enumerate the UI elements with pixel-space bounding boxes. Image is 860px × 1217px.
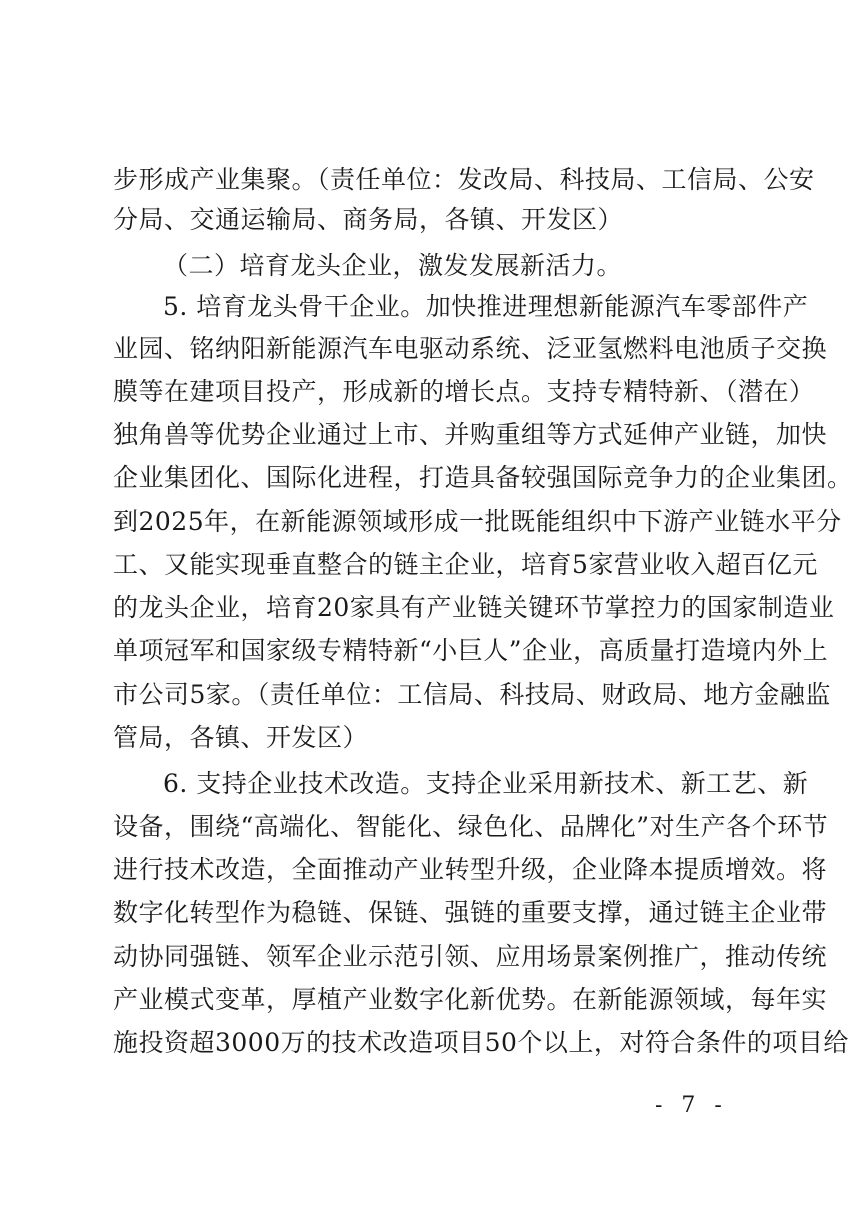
paragraph-5-heading-line: 5. 培育龙头骨干企业。加快推进理想新能源汽车零部件产	[163, 292, 809, 321]
text-line: 的龙头企业，培育20家具有产业链关键环节掌控力的国家制造业	[113, 593, 835, 622]
text-line: 管局，各镇、开发区）	[113, 723, 369, 752]
text-line: 独角兽等优势企业通过上市、并购重组等方式延伸产业链，加快	[113, 420, 828, 449]
text-line: 单项冠军和国家级专精特新“小巨人”企业，高质量打造境内外上	[113, 636, 829, 665]
text-line: 步形成产业集聚。（责任单位：发改局、科技局、工信局、公安	[113, 165, 815, 194]
text-line: 工、又能实现垂直整合的链主企业，培育5家营业收入超百亿元	[113, 550, 818, 579]
paragraph-6-heading-line: 6. 支持企业技术改造。支持企业采用新技术、新工艺、新	[163, 769, 809, 798]
text-line: 分局、交通运输局、商务局，各镇、开发区）	[113, 205, 624, 234]
text-line: 市公司5家。（责任单位：工信局、科技局、财政局、地方金融监	[113, 680, 831, 709]
text-line: 数字化转型作为稳链、保链、强链的重要支撑，通过链主企业带	[113, 898, 828, 927]
text-line: 施投资超3000万的技术改造项目50个以上，对符合条件的项目给	[113, 1028, 849, 1057]
text-line: 动协同强链、领军企业示范引领、应用场景案例推广，推动传统	[113, 942, 828, 971]
text-line: 膜等在建项目投产，形成新的增长点。支持专精特新、（潜在）	[113, 377, 815, 406]
text-line: 产业模式变革，厚植产业数字化新优势。在新能源领域，每年实	[113, 985, 828, 1014]
section-heading: （二）培育龙头企业，激发发展新活力。	[163, 251, 623, 280]
text-line: 业园、铭纳阳新能源汽车电驱动系统、泛亚氢燃料电池质子交换	[113, 334, 828, 363]
page-number: - 7 -	[655, 1093, 728, 1118]
text-line: 到2025年，在新能源领域形成一批既能组织中下游产业链水平分	[113, 507, 842, 536]
text-line: 企业集团化、国际化进程，打造具备较强国际竞争力的企业集团。	[113, 463, 853, 492]
text-line: 设备，围绕“高端化、智能化、绿色化、品牌化”对生产各个环节	[113, 812, 829, 841]
text-line: 进行技术改造，全面推动产业转型升级，企业降本提质增效。将	[113, 855, 828, 884]
